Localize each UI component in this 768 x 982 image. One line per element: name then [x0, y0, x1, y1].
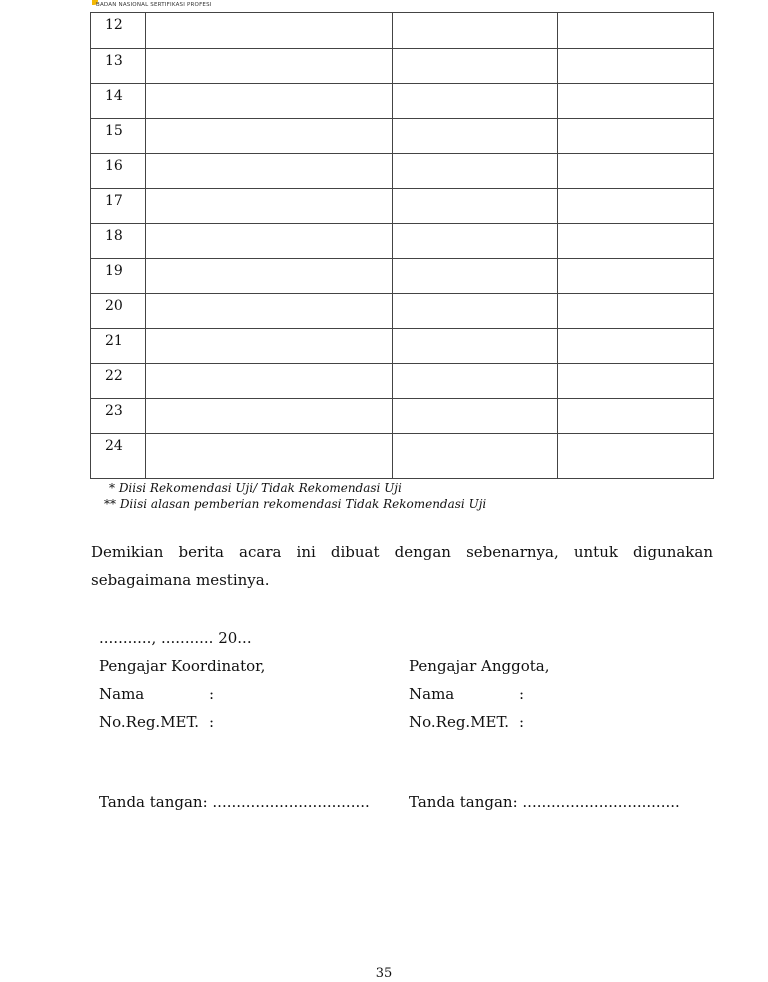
table-cell — [146, 13, 393, 49]
table-row — [91, 189, 714, 224]
right-reg-colon: : — [519, 713, 525, 731]
page-number: 35 — [375, 966, 393, 981]
note-recommendation: * Diisi Rekomendasi Uji/ Tidak Rekomendasi Uji — [109, 481, 402, 495]
table-cell — [393, 13, 558, 49]
row-number: 12 — [91, 13, 146, 49]
row-number: 24 — [91, 434, 146, 479]
row-number: 19 — [91, 259, 146, 294]
table-cell — [393, 119, 558, 154]
table-cell — [558, 13, 714, 49]
table-cell — [146, 189, 393, 224]
table-row — [91, 13, 714, 49]
row-number: 14 — [91, 84, 146, 119]
row-number: 13 — [91, 49, 146, 84]
left-signature-line: Tanda tangan: ................................. — [99, 793, 370, 811]
table-cell — [558, 294, 714, 329]
table-cell — [393, 399, 558, 434]
row-number: 15 — [91, 119, 146, 154]
table-row — [91, 399, 714, 434]
row-number: 22 — [91, 364, 146, 399]
table-cell — [146, 49, 393, 84]
signature-block-left — [99, 652, 265, 736]
table-cell — [393, 224, 558, 259]
row-number: 18 — [91, 224, 146, 259]
row-number: 23 — [91, 399, 146, 434]
table-cell — [146, 294, 393, 329]
table-cell — [146, 434, 393, 479]
table-cell — [146, 364, 393, 399]
table-cell — [558, 154, 714, 189]
table-cell — [146, 224, 393, 259]
table-cell — [558, 364, 714, 399]
table-cell — [146, 119, 393, 154]
table-row — [91, 294, 714, 329]
date-line: ..........., ........... 20... — [99, 629, 252, 647]
right-name-label: Nama — [409, 685, 455, 703]
right-title: Pengajar Anggota, — [409, 657, 550, 675]
table-cell — [393, 259, 558, 294]
table-cell — [558, 49, 714, 84]
table-row — [91, 364, 714, 399]
table-row — [91, 49, 714, 84]
table-cell — [393, 189, 558, 224]
table-cell — [558, 434, 714, 479]
table-row — [91, 329, 714, 364]
left-reg-label: No.Reg.MET. — [99, 713, 200, 731]
closing-paragraph: Demikian berita acara ini dibuat dengan sebenarnya, untuk digunakan sebagaimana mestinya. — [91, 543, 713, 589]
table-cell — [558, 84, 714, 119]
right-reg-label: No.Reg.MET. — [409, 713, 510, 731]
table-cell — [393, 49, 558, 84]
table-cell — [393, 84, 558, 119]
table-cell — [393, 434, 558, 479]
table-cell — [146, 84, 393, 119]
signature-block-right — [409, 652, 550, 736]
table-cell — [558, 259, 714, 294]
table-row — [91, 224, 714, 259]
right-name-colon: : — [519, 685, 525, 703]
left-name-colon: : — [209, 685, 215, 703]
table-row — [91, 84, 714, 119]
table-cell — [558, 119, 714, 154]
table-cell — [558, 399, 714, 434]
table-cell — [146, 259, 393, 294]
table-cell — [146, 399, 393, 434]
left-name-label: Nama — [99, 685, 145, 703]
left-title: Pengajar Koordinator, — [99, 657, 266, 675]
row-number: 16 — [91, 154, 146, 189]
table-cell — [558, 224, 714, 259]
table-cell — [393, 329, 558, 364]
note-reason: ** Diisi alasan pemberian rekomendasi Tidak Rekomendasi Uji — [104, 497, 487, 511]
table-cell — [558, 189, 714, 224]
recommendation-table — [90, 12, 714, 479]
left-reg-colon: : — [209, 713, 215, 731]
row-number: 21 — [91, 329, 146, 364]
right-signature-line: Tanda tangan: ................................. — [409, 793, 680, 811]
table-cell — [393, 294, 558, 329]
table-cell — [146, 329, 393, 364]
table-row — [91, 259, 714, 294]
row-number: 20 — [91, 294, 146, 329]
table-cell — [393, 154, 558, 189]
table-notes — [104, 480, 486, 512]
row-number: 17 — [91, 189, 146, 224]
table-row — [91, 434, 714, 479]
table-cell — [558, 329, 714, 364]
table-cell — [393, 364, 558, 399]
table-row — [91, 154, 714, 189]
table-row — [91, 119, 714, 154]
logo-text: BADAN NASIONAL SERTIFIKASI PROFESI — [96, 2, 212, 8]
table-cell — [146, 154, 393, 189]
